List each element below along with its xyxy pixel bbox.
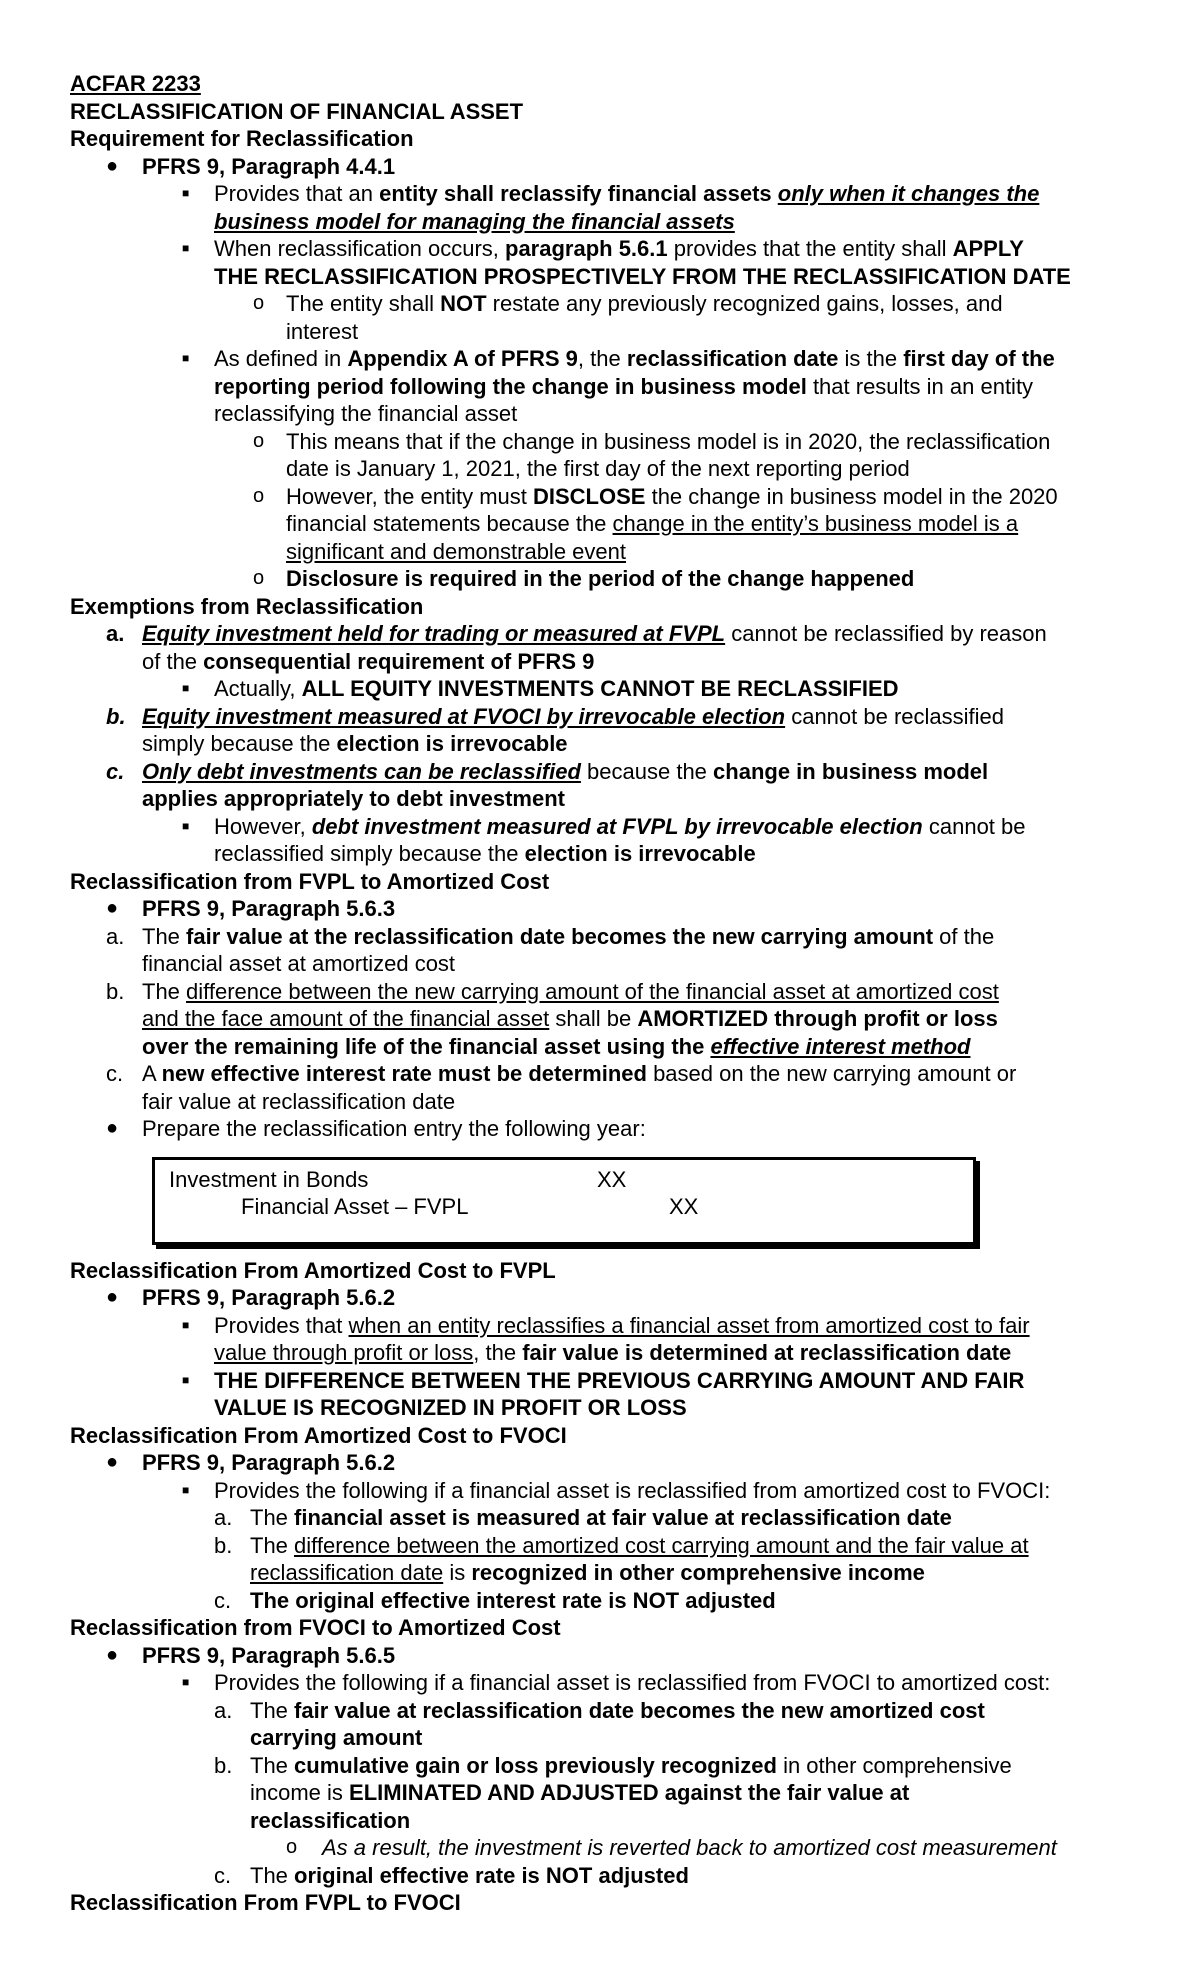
list-marker: b. bbox=[106, 978, 125, 1004]
lettered-item: a. Equity investment held for trading or measured at FVPL cannot be reclassified by reason bbox=[106, 621, 1047, 646]
square-bullet-icon: ■ bbox=[182, 681, 190, 695]
lettered-item: b. Equity investment measured at FVOCI by irrevocable election cannot be reclassified bbox=[106, 703, 1004, 729]
sub-list-item: o This means that if the change in business model is in 2020, the reclassification bbox=[253, 428, 1051, 454]
section-heading-fvpl-to-ac: Reclassification from FVPL to Amortized Cost bbox=[70, 868, 550, 894]
bullet-item: ● Prepare the reclassification entry the following year: bbox=[106, 1116, 646, 1141]
lettered-item: c. Only debt investments can be reclassified because the change in business model bbox=[106, 758, 989, 784]
section-heading-fvoci-to-ac: Reclassification from FVOCI to Amortized Cost bbox=[70, 1615, 561, 1640]
list-marker: c. bbox=[214, 1587, 232, 1613]
list-marker: a. bbox=[106, 621, 125, 646]
lettered-item-continued: over the remaining life of the financial asset using the effective interest method bbox=[142, 1033, 971, 1059]
circle-bullet-icon: o bbox=[253, 484, 265, 507]
bullet-item bbox=[70, 1449, 1130, 1477]
bullet-item bbox=[70, 153, 1130, 181]
bullet-item bbox=[70, 1284, 1130, 1312]
list-item: ■ Provides that an entity shall reclassify financial assets only when it changes the bbox=[182, 181, 1040, 206]
list-marker: b. bbox=[106, 703, 126, 729]
section-heading-requirement: Requirement for Reclassification bbox=[70, 126, 414, 151]
circle-bullet-icon: o bbox=[253, 292, 265, 314]
list-marker: a. bbox=[106, 923, 125, 949]
journal-debit-amount: XX bbox=[597, 1166, 627, 1192]
section-heading-exemptions: Exemptions from Reclassification bbox=[70, 593, 424, 619]
lettered-item: b. The cumulative gain or loss previously recognized in other comprehensive bbox=[214, 1752, 1012, 1778]
paragraph-ref: PFRS 9, Paragraph 5.6.2 bbox=[142, 1450, 396, 1475]
paragraph-ref: PFRS 9, Paragraph 5.6.2 bbox=[142, 1285, 396, 1310]
square-bullet-icon: ■ bbox=[182, 1675, 190, 1689]
section-heading-fvpl-to-fvoci: Reclassification From FVPL to FVOCI bbox=[70, 1890, 461, 1915]
journal-debit-account: Investment in Bonds bbox=[169, 1166, 369, 1192]
paragraph-ref: PFRS 9, Paragraph 5.6.3 bbox=[142, 896, 396, 921]
square-bullet-icon: ■ bbox=[182, 818, 190, 833]
journal-credit-amount: XX bbox=[669, 1193, 699, 1219]
lettered-item: c. A new effective interest rate must be determined based on the new carrying amount or bbox=[106, 1061, 1017, 1086]
lettered-item: b. The difference between the new carrying amount of the financial asset at amortized cost bbox=[106, 978, 999, 1004]
circle-bullet-icon: o bbox=[253, 567, 265, 589]
square-bullet-icon: ■ bbox=[182, 1372, 190, 1387]
course-code: ACFAR 2233 bbox=[70, 71, 201, 96]
journal-credit-account: Financial Asset – FVPL bbox=[241, 1193, 469, 1219]
list-marker: b. bbox=[214, 1752, 233, 1778]
lettered-item-continued: simply because the election is irrevocable bbox=[142, 731, 568, 756]
square-bullet-icon: ■ bbox=[182, 241, 190, 255]
list-item-continued: THE RECLASSIFICATION PROSPECTIVELY FROM THE RECLASSIFICATION DATE bbox=[214, 263, 1071, 289]
square-bullet-icon: ■ bbox=[182, 1482, 190, 1497]
sub-list-item-continued: date is January 1, 2021, the first day of the next reporting period bbox=[286, 456, 910, 481]
sub-list-item: o Disclosure is required in the period of the change happened bbox=[253, 566, 915, 591]
bullet-icon: ● bbox=[106, 1643, 119, 1666]
circle-bullet-icon: o bbox=[286, 1836, 298, 1858]
bullet-icon: ● bbox=[106, 1286, 119, 1308]
list-item: ■ Provides the following if a financial asset is reclassified from amortized cost to FVOCI: bbox=[182, 1477, 1051, 1503]
list-item-continued: VALUE IS RECOGNIZED IN PROFIT OR LOSS bbox=[214, 1395, 687, 1420]
lettered-item-continued: of the consequential requirement of PFRS 9 bbox=[142, 648, 595, 674]
square-bullet-icon: ■ bbox=[182, 351, 190, 365]
list-item-continued: value through profit or loss, the fair value is determined at reclassification date bbox=[214, 1340, 1012, 1365]
sub-list-item-continued: interest bbox=[286, 318, 359, 344]
square-bullet-icon: ■ bbox=[182, 1317, 190, 1332]
list-item: ■ However, debt investment measured at FVPL by irrevocable election cannot be bbox=[182, 813, 1026, 839]
list-item-continued: reclassifying the financial asset bbox=[214, 401, 518, 426]
list-item: ■ THE DIFFERENCE BETWEEN THE PREVIOUS CARRYING AMOUNT AND FAIR bbox=[182, 1367, 1025, 1393]
paragraph-ref: PFRS 9, Paragraph 5.6.5 bbox=[142, 1642, 396, 1668]
lettered-item: a. The fair value at reclassification date becomes the new amortized cost bbox=[214, 1697, 985, 1723]
list-item: ■ As defined in Appendix A of PFRS 9, the reclassification date is the first day of the bbox=[182, 346, 1055, 371]
list-marker: b. bbox=[214, 1532, 233, 1558]
sub-list-item: o As a result, the investment is reverted back to amortized cost measurement bbox=[286, 1835, 1057, 1860]
lettered-item: a. The financial asset is measured at fair value at reclassification date bbox=[214, 1505, 952, 1530]
lettered-item-continued: and the face amount of the financial asset shall be AMORTIZED through profit or loss bbox=[142, 1006, 998, 1031]
circle-bullet-icon: o bbox=[253, 429, 265, 452]
bullet-icon: ● bbox=[106, 1451, 119, 1473]
lettered-item: b. The difference between the amortized cost carrying amount and the fair value at bbox=[214, 1532, 1029, 1558]
sub-list-item: o The entity shall NOT restate any previously recognized gains, losses, and bbox=[253, 291, 1003, 316]
document-body bbox=[70, 70, 1130, 1917]
list-marker: a. bbox=[214, 1697, 233, 1723]
lettered-item-continued: reclassification date is recognized in other comprehensive income bbox=[250, 1560, 925, 1585]
list-marker: c. bbox=[106, 758, 125, 784]
document-title: RECLASSIFICATION OF FINANCIAL ASSET bbox=[70, 98, 524, 124]
journal-entry-box bbox=[152, 1157, 976, 1245]
square-bullet-icon: ■ bbox=[182, 186, 190, 200]
section-heading-ac-to-fvoci: Reclassification From Amortized Cost to FVOCI bbox=[70, 1422, 567, 1448]
lettered-item-continued: income is ELIMINATED AND ADJUSTED against the fair value at bbox=[250, 1780, 910, 1805]
list-item-continued: reporting period following the change in business model that results in an entity bbox=[214, 373, 1034, 399]
list-marker: a. bbox=[214, 1505, 233, 1530]
lettered-item-continued: financial asset at amortized cost bbox=[142, 951, 456, 976]
section-heading-ac-to-fvpl: Reclassification From Amortized Cost to FVPL bbox=[70, 1257, 556, 1283]
list-marker: c. bbox=[214, 1862, 232, 1888]
list-item: ■ When reclassification occurs, paragraph 5.6.1 provides that the entity shall APPLY bbox=[182, 236, 1024, 261]
lettered-item-continued: applies appropriately to debt investment bbox=[142, 786, 565, 811]
lettered-item-continued: reclassification bbox=[250, 1807, 411, 1833]
bullet-item bbox=[70, 1642, 1130, 1670]
list-marker: c. bbox=[106, 1061, 124, 1086]
sub-list-item: o However, the entity must DISCLOSE the change in business model in the 2020 bbox=[253, 483, 1058, 509]
bullet-icon: ● bbox=[106, 1117, 119, 1139]
list-item: ■ Provides the following if a financial asset is reclassified from FVOCI to amortized cost: bbox=[182, 1670, 1051, 1695]
list-item-continued: reclassified simply because the election is irrevocable bbox=[214, 841, 756, 866]
sub-list-item-continued: significant and demonstrable event bbox=[286, 538, 626, 564]
lettered-item: c. The original effective interest rate is NOT adjusted bbox=[214, 1587, 776, 1613]
bullet-item bbox=[70, 895, 1130, 923]
sub-list-item-continued: financial statements because the change in the entity’s business model is a bbox=[286, 511, 1019, 536]
lettered-item: a. The fair value at the reclassification date becomes the new carrying amount of the bbox=[106, 923, 995, 949]
bullet-icon: ● bbox=[106, 897, 119, 919]
lettered-item: c. The original effective rate is NOT adjusted bbox=[214, 1862, 689, 1888]
paragraph-ref: PFRS 9, Paragraph 4.4.1 bbox=[142, 153, 396, 179]
lettered-item-continued: fair value at reclassification date bbox=[142, 1088, 456, 1114]
list-item: ■ Provides that when an entity reclassifies a financial asset from amortized cost to fair bbox=[182, 1312, 1030, 1338]
list-item-continued: business model for managing the financial assets bbox=[214, 208, 735, 234]
bullet-icon: ● bbox=[106, 154, 119, 177]
list-item: ■ Actually, ALL EQUITY INVESTMENTS CANNOT BE RECLASSIFIED bbox=[182, 676, 899, 701]
lettered-item-continued: carrying amount bbox=[250, 1725, 423, 1750]
